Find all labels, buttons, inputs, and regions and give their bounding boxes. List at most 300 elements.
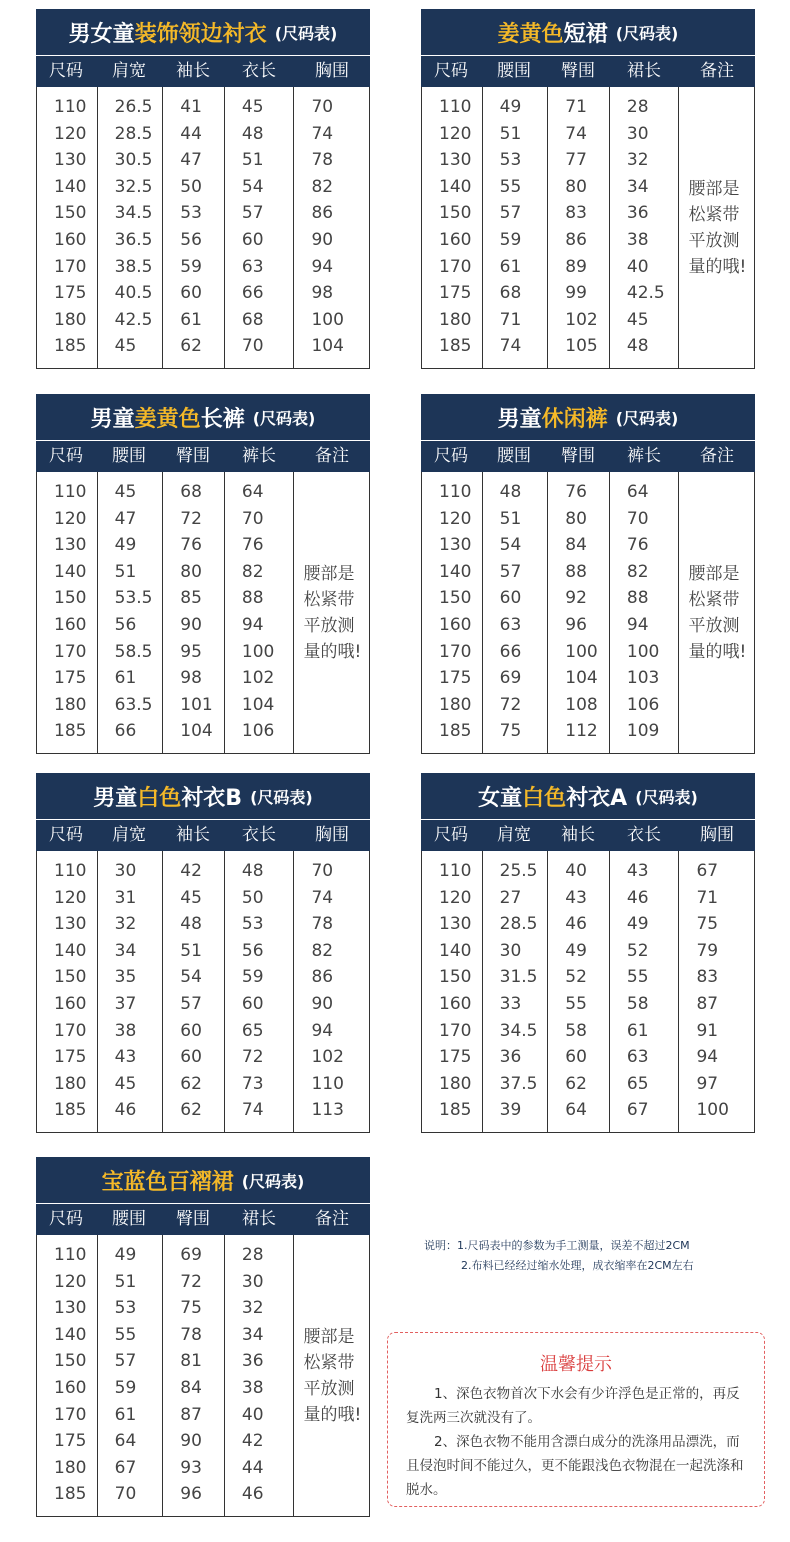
table-cell: 175 bbox=[439, 1047, 472, 1068]
table-cell: 100 bbox=[241, 641, 275, 662]
table-cell: 35 bbox=[114, 967, 137, 988]
table-cell: 40 bbox=[241, 1404, 264, 1425]
table-column bbox=[422, 472, 482, 753]
size-chart-title bbox=[421, 394, 755, 440]
table-cell: 105 bbox=[565, 336, 598, 357]
column-header: 裤长 bbox=[242, 446, 276, 466]
table-cell: 57 bbox=[499, 203, 522, 224]
table-cell: 88 bbox=[565, 561, 587, 582]
table-cell: 58 bbox=[626, 993, 649, 1014]
table-cell: 74 bbox=[311, 887, 334, 908]
remarks-text: 平放测 bbox=[303, 615, 355, 636]
table-cell: 75 bbox=[696, 914, 719, 935]
table-cell: 76 bbox=[626, 535, 649, 556]
table-cell: 47 bbox=[114, 508, 137, 529]
table-cell: 69 bbox=[499, 668, 522, 689]
table-cell: 45 bbox=[180, 887, 202, 908]
table-cell: 104 bbox=[311, 336, 344, 357]
table-cell: 100 bbox=[311, 309, 344, 330]
table-cell: 55 bbox=[499, 176, 522, 197]
table-cell: 63 bbox=[626, 1047, 649, 1068]
table-cell: 61 bbox=[626, 1020, 649, 1041]
column-header: 腰围 bbox=[497, 61, 531, 81]
table-column bbox=[162, 851, 224, 1132]
table-column bbox=[678, 851, 754, 1132]
table-cell: 185 bbox=[54, 1484, 87, 1505]
table-cell: 61 bbox=[499, 256, 522, 277]
table-cell: 30 bbox=[241, 1271, 264, 1292]
table-cell: 36.5 bbox=[114, 229, 153, 250]
table-cell: 88 bbox=[241, 588, 264, 609]
table-cell: 32 bbox=[626, 150, 649, 171]
table-cell: 32 bbox=[114, 914, 137, 935]
remarks-text: 松紧带 bbox=[303, 589, 355, 610]
table-column bbox=[482, 851, 548, 1132]
table-column bbox=[224, 851, 294, 1132]
table-cell: 53 bbox=[241, 914, 264, 935]
table-cell: 66 bbox=[499, 641, 522, 662]
table-cell: 110 bbox=[311, 1073, 344, 1094]
table-cell: 50 bbox=[180, 176, 202, 197]
remarks-column bbox=[678, 472, 754, 753]
table-cell: 94 bbox=[626, 614, 649, 635]
table-cell: 110 bbox=[439, 482, 472, 502]
table-cell: 48 bbox=[499, 482, 522, 502]
table-cell: 38 bbox=[114, 1020, 137, 1041]
header-row bbox=[36, 440, 370, 472]
table-cell: 140 bbox=[54, 1324, 87, 1345]
table-cell: 74 bbox=[241, 1100, 264, 1121]
table-cell: 130 bbox=[439, 914, 472, 935]
table-cell: 94 bbox=[311, 1020, 334, 1041]
table-cell: 170 bbox=[54, 1020, 87, 1041]
column-header: 尺码 bbox=[49, 1209, 83, 1229]
table-cell: 60 bbox=[180, 1047, 202, 1068]
table-cell: 76 bbox=[180, 535, 202, 556]
size-chart-table bbox=[36, 1157, 370, 1517]
table-cell: 28.5 bbox=[114, 123, 153, 144]
table-cell: 28.5 bbox=[499, 914, 538, 935]
column-header: 备注 bbox=[315, 446, 349, 466]
table-cell: 86 bbox=[311, 967, 334, 988]
table-cell: 170 bbox=[54, 641, 87, 662]
title-highlight: 宝蓝色百褶裙 bbox=[101, 1169, 234, 1195]
table-cell: 140 bbox=[439, 561, 472, 582]
table-cell: 110 bbox=[54, 97, 87, 117]
table-cell: 130 bbox=[54, 535, 87, 556]
title-prefix: 男女童 bbox=[68, 21, 135, 47]
table-cell: 94 bbox=[311, 256, 334, 277]
table-cell: 60 bbox=[241, 229, 264, 250]
remarks-text: 量的哦! bbox=[688, 641, 747, 662]
table-cell: 56 bbox=[180, 229, 202, 250]
size-chart-table bbox=[36, 394, 370, 754]
table-cell: 34 bbox=[114, 940, 137, 961]
column-header: 臀围 bbox=[561, 446, 595, 466]
table-cell: 34 bbox=[241, 1324, 264, 1345]
table-cell: 80 bbox=[565, 508, 587, 529]
table-cell: 48 bbox=[626, 336, 649, 357]
table-cell: 70 bbox=[626, 508, 649, 529]
table-cell: 120 bbox=[54, 1271, 87, 1292]
table-cell: 49 bbox=[499, 97, 522, 117]
table-cell: 45 bbox=[114, 482, 137, 502]
table-body bbox=[36, 1235, 370, 1517]
table-cell: 58 bbox=[565, 1020, 587, 1041]
remarks-text: 松紧带 bbox=[688, 204, 740, 225]
table-cell: 30.5 bbox=[114, 150, 153, 171]
table-cell: 78 bbox=[311, 150, 334, 171]
table-cell: 26.5 bbox=[114, 97, 153, 117]
table-cell: 43 bbox=[626, 861, 649, 881]
table-cell: 93 bbox=[180, 1457, 202, 1478]
table-cell: 120 bbox=[439, 508, 472, 529]
table-cell: 108 bbox=[565, 694, 598, 715]
remarks-text: 松紧带 bbox=[303, 1352, 355, 1373]
table-cell: 110 bbox=[54, 861, 87, 881]
table-cell: 61 bbox=[114, 1404, 137, 1425]
table-cell: 51 bbox=[114, 1271, 137, 1292]
table-column bbox=[609, 472, 679, 753]
column-header: 腰围 bbox=[112, 1209, 146, 1229]
size-chart-table bbox=[36, 773, 370, 1133]
warm-tips-paragraph-1: 1、深色衣物首次下水会有少许浮色是正常的，再反复洗两三次就没有了。 bbox=[406, 1386, 740, 1426]
table-cell: 98 bbox=[180, 668, 202, 689]
table-cell: 57 bbox=[180, 993, 202, 1014]
table-cell: 150 bbox=[54, 967, 87, 988]
column-header: 尺码 bbox=[49, 446, 83, 466]
size-chart-table bbox=[421, 9, 755, 369]
size-chart-explanation bbox=[424, 1236, 694, 1276]
table-cell: 110 bbox=[54, 482, 87, 502]
table-cell: 30 bbox=[499, 940, 522, 961]
table-cell: 106 bbox=[241, 721, 275, 742]
table-cell: 49 bbox=[114, 1245, 137, 1265]
remarks-column bbox=[678, 87, 754, 368]
table-cell: 109 bbox=[626, 721, 660, 742]
table-cell: 86 bbox=[565, 229, 587, 250]
column-header: 袖长 bbox=[176, 61, 210, 81]
size-chart-table bbox=[36, 9, 370, 369]
title-size-label: (尺码表) bbox=[274, 23, 338, 43]
table-cell: 51 bbox=[114, 561, 137, 582]
column-header: 胸围 bbox=[315, 61, 349, 81]
warm-tips-box bbox=[387, 1332, 765, 1507]
table-cell: 38 bbox=[241, 1377, 264, 1398]
table-cell: 150 bbox=[439, 588, 472, 609]
table-cell: 94 bbox=[241, 614, 264, 635]
table-cell: 57 bbox=[499, 561, 522, 582]
column-header: 肩宽 bbox=[497, 825, 531, 845]
table-cell: 56 bbox=[114, 614, 137, 635]
table-cell: 51 bbox=[180, 940, 202, 961]
table-cell: 52 bbox=[626, 940, 649, 961]
table-cell: 34 bbox=[626, 176, 649, 197]
table-cell: 74 bbox=[565, 123, 587, 144]
table-cell: 99 bbox=[565, 283, 587, 304]
table-cell: 140 bbox=[54, 176, 87, 197]
remarks-column bbox=[293, 1235, 369, 1516]
table-cell: 160 bbox=[439, 993, 472, 1014]
column-header: 备注 bbox=[700, 61, 734, 81]
table-cell: 72 bbox=[180, 508, 202, 529]
table-cell: 54 bbox=[241, 176, 264, 197]
table-cell: 56 bbox=[241, 940, 264, 961]
size-chart-title bbox=[36, 1157, 370, 1203]
table-cell: 28 bbox=[626, 97, 649, 117]
title-prefix: 男童 bbox=[90, 406, 135, 432]
table-cell: 49 bbox=[565, 940, 587, 961]
remarks-text: 腰部是 bbox=[688, 178, 740, 199]
table-cell: 42 bbox=[180, 861, 202, 881]
table-cell: 70 bbox=[241, 336, 264, 357]
table-cell: 37 bbox=[114, 993, 137, 1014]
title-size-label: (尺码表) bbox=[250, 787, 313, 807]
table-cell: 63 bbox=[241, 256, 264, 277]
table-cell: 32.5 bbox=[114, 176, 153, 197]
table-body bbox=[36, 87, 370, 369]
table-cell: 43 bbox=[114, 1047, 137, 1068]
table-cell: 101 bbox=[180, 694, 213, 715]
table-cell: 55 bbox=[626, 967, 649, 988]
table-cell: 150 bbox=[54, 1351, 87, 1372]
table-column bbox=[293, 851, 369, 1132]
table-cell: 59 bbox=[114, 1377, 137, 1398]
table-cell: 31 bbox=[114, 887, 137, 908]
table-cell: 46 bbox=[114, 1100, 137, 1121]
table-cell: 70 bbox=[311, 861, 334, 881]
warm-tips-paragraph-2: 2、深色衣物不能用含漂白成分的洗涤用品漂洗，而且侵泡时间不能过久，更不能跟浅色衣物混在一起洗涤和脱水。 bbox=[406, 1434, 744, 1498]
table-cell: 55 bbox=[114, 1324, 137, 1345]
table-column bbox=[162, 1235, 224, 1516]
table-column bbox=[224, 1235, 294, 1516]
table-cell: 103 bbox=[626, 668, 660, 689]
title-suffix: 短裙 bbox=[563, 21, 608, 47]
table-cell: 170 bbox=[54, 256, 87, 277]
table-cell: 46 bbox=[565, 914, 587, 935]
table-cell: 70 bbox=[241, 508, 264, 529]
table-cell: 62 bbox=[565, 1073, 587, 1094]
table-cell: 64 bbox=[114, 1431, 137, 1452]
column-header: 备注 bbox=[315, 1209, 349, 1229]
table-cell: 46 bbox=[626, 887, 649, 908]
table-column bbox=[482, 87, 548, 368]
table-cell: 49 bbox=[626, 914, 649, 935]
table-cell: 185 bbox=[439, 336, 472, 357]
column-header: 肩宽 bbox=[112, 825, 146, 845]
table-column bbox=[162, 472, 224, 753]
table-cell: 32 bbox=[241, 1298, 264, 1319]
table-cell: 170 bbox=[54, 1404, 87, 1425]
table-cell: 90 bbox=[180, 614, 202, 635]
table-cell: 57 bbox=[241, 203, 264, 224]
table-cell: 100 bbox=[565, 641, 598, 662]
table-cell: 120 bbox=[54, 123, 87, 144]
table-cell: 59 bbox=[241, 967, 264, 988]
column-header: 尺码 bbox=[434, 446, 468, 466]
table-cell: 40 bbox=[626, 256, 649, 277]
table-cell: 175 bbox=[54, 668, 87, 689]
table-cell: 80 bbox=[180, 561, 202, 582]
table-cell: 180 bbox=[54, 309, 87, 330]
table-column bbox=[547, 87, 609, 368]
table-cell: 185 bbox=[439, 1100, 472, 1121]
header-row bbox=[36, 55, 370, 87]
table-cell: 160 bbox=[54, 229, 87, 250]
table-cell: 39 bbox=[499, 1100, 522, 1121]
title-size-label: (尺码表) bbox=[635, 787, 698, 807]
table-cell: 82 bbox=[626, 561, 649, 582]
table-cell: 62 bbox=[180, 336, 202, 357]
remarks-text: 平放测 bbox=[688, 230, 740, 251]
column-header: 衣长 bbox=[242, 825, 276, 845]
column-header: 衣长 bbox=[242, 61, 276, 81]
table-cell: 160 bbox=[54, 614, 87, 635]
table-cell: 130 bbox=[439, 150, 472, 171]
table-cell: 64 bbox=[626, 482, 649, 502]
warm-tips-title: 温馨提示 bbox=[540, 1354, 612, 1375]
table-column bbox=[224, 472, 294, 753]
table-cell: 62 bbox=[180, 1073, 202, 1094]
table-cell: 42.5 bbox=[114, 309, 153, 330]
table-cell: 75 bbox=[499, 721, 522, 742]
table-column bbox=[97, 472, 163, 753]
table-cell: 30 bbox=[626, 123, 649, 144]
table-column bbox=[97, 851, 163, 1132]
table-cell: 44 bbox=[180, 123, 202, 144]
table-cell: 37.5 bbox=[499, 1073, 538, 1094]
table-cell: 62 bbox=[180, 1100, 202, 1121]
table-cell: 90 bbox=[311, 229, 334, 250]
table-cell: 72 bbox=[241, 1047, 264, 1068]
table-cell: 66 bbox=[114, 721, 137, 742]
table-cell: 120 bbox=[439, 123, 472, 144]
table-cell: 88 bbox=[626, 588, 649, 609]
table-cell: 74 bbox=[311, 123, 334, 144]
column-header: 衣长 bbox=[627, 825, 661, 845]
title-highlight: 姜黄色 bbox=[134, 406, 201, 432]
table-cell: 64 bbox=[241, 482, 264, 502]
title-highlight: 装饰领边衬衣 bbox=[134, 21, 267, 47]
remarks-text: 量的哦! bbox=[688, 256, 747, 277]
table-cell: 66 bbox=[241, 283, 264, 304]
table-cell: 120 bbox=[54, 508, 87, 529]
table-cell: 59 bbox=[180, 256, 202, 277]
table-cell: 44 bbox=[241, 1457, 264, 1478]
table-cell: 112 bbox=[565, 721, 598, 742]
table-column bbox=[547, 472, 609, 753]
table-cell: 42 bbox=[241, 1431, 264, 1452]
column-header: 腰围 bbox=[497, 446, 531, 466]
table-cell: 41 bbox=[180, 97, 202, 117]
table-cell: 130 bbox=[439, 535, 472, 556]
table-cell: 68 bbox=[241, 309, 264, 330]
table-cell: 36 bbox=[499, 1047, 522, 1068]
table-cell: 34.5 bbox=[499, 1020, 538, 1041]
header-row bbox=[421, 440, 755, 472]
table-cell: 140 bbox=[54, 940, 87, 961]
remarks-column bbox=[293, 472, 369, 753]
table-cell: 170 bbox=[439, 256, 472, 277]
table-cell: 95 bbox=[180, 641, 202, 662]
table-cell: 102 bbox=[311, 1047, 344, 1068]
table-cell: 90 bbox=[180, 1431, 202, 1452]
table-column bbox=[97, 1235, 163, 1516]
table-column bbox=[37, 1235, 97, 1516]
table-column bbox=[422, 851, 482, 1132]
table-cell: 64 bbox=[565, 1100, 587, 1121]
table-cell: 98 bbox=[311, 283, 334, 304]
table-cell: 89 bbox=[565, 256, 587, 277]
table-cell: 63.5 bbox=[114, 694, 153, 715]
table-cell: 36 bbox=[626, 203, 649, 224]
title-size-label: (尺码表) bbox=[241, 1171, 305, 1191]
table-cell: 60 bbox=[180, 283, 202, 304]
column-header: 袖长 bbox=[176, 825, 210, 845]
table-column bbox=[37, 851, 97, 1132]
table-cell: 87 bbox=[180, 1404, 202, 1425]
table-cell: 27 bbox=[499, 887, 522, 908]
table-body bbox=[421, 472, 755, 754]
table-column bbox=[37, 87, 97, 368]
title-highlight: 白色 bbox=[522, 785, 567, 811]
table-cell: 85 bbox=[180, 588, 202, 609]
table-cell: 82 bbox=[311, 940, 334, 961]
table-column bbox=[224, 87, 294, 368]
table-cell: 185 bbox=[54, 1100, 87, 1121]
table-cell: 53 bbox=[114, 1298, 137, 1319]
table-cell: 150 bbox=[439, 967, 472, 988]
table-cell: 60 bbox=[499, 588, 522, 609]
table-cell: 82 bbox=[311, 176, 334, 197]
table-cell: 150 bbox=[54, 588, 87, 609]
table-cell: 45 bbox=[114, 1073, 137, 1094]
table-cell: 96 bbox=[565, 614, 587, 635]
column-header: 裙长 bbox=[242, 1209, 276, 1229]
table-cell: 67 bbox=[696, 861, 719, 881]
table-cell: 28 bbox=[241, 1245, 264, 1265]
table-cell: 185 bbox=[54, 336, 87, 357]
table-cell: 180 bbox=[54, 1457, 87, 1478]
title-suffix: 衬衣B bbox=[181, 785, 243, 811]
explanation-line-1: 说明：1.尺码表中的参数为手工测量，误差不超过2CM bbox=[424, 1239, 690, 1252]
table-cell: 73 bbox=[241, 1073, 264, 1094]
table-cell: 59 bbox=[499, 229, 522, 250]
table-cell: 81 bbox=[180, 1351, 202, 1372]
table-cell: 104 bbox=[241, 694, 275, 715]
table-cell: 54 bbox=[180, 967, 202, 988]
table-cell: 84 bbox=[180, 1377, 202, 1398]
table-cell: 45 bbox=[114, 336, 137, 357]
table-cell: 150 bbox=[439, 203, 472, 224]
table-cell: 42.5 bbox=[626, 283, 665, 304]
title-size-label: (尺码表) bbox=[615, 23, 679, 43]
table-cell: 48 bbox=[180, 914, 202, 935]
table-cell: 47 bbox=[180, 150, 202, 171]
table-cell: 74 bbox=[499, 336, 522, 357]
table-cell: 53 bbox=[180, 203, 202, 224]
table-body bbox=[421, 851, 755, 1133]
table-cell: 100 bbox=[626, 641, 660, 662]
table-column bbox=[609, 87, 679, 368]
table-column bbox=[482, 472, 548, 753]
table-cell: 96 bbox=[180, 1484, 202, 1505]
table-cell: 130 bbox=[54, 1298, 87, 1319]
table-cell: 130 bbox=[54, 914, 87, 935]
table-cell: 120 bbox=[439, 887, 472, 908]
table-cell: 67 bbox=[626, 1100, 649, 1121]
table-cell: 51 bbox=[499, 123, 522, 144]
